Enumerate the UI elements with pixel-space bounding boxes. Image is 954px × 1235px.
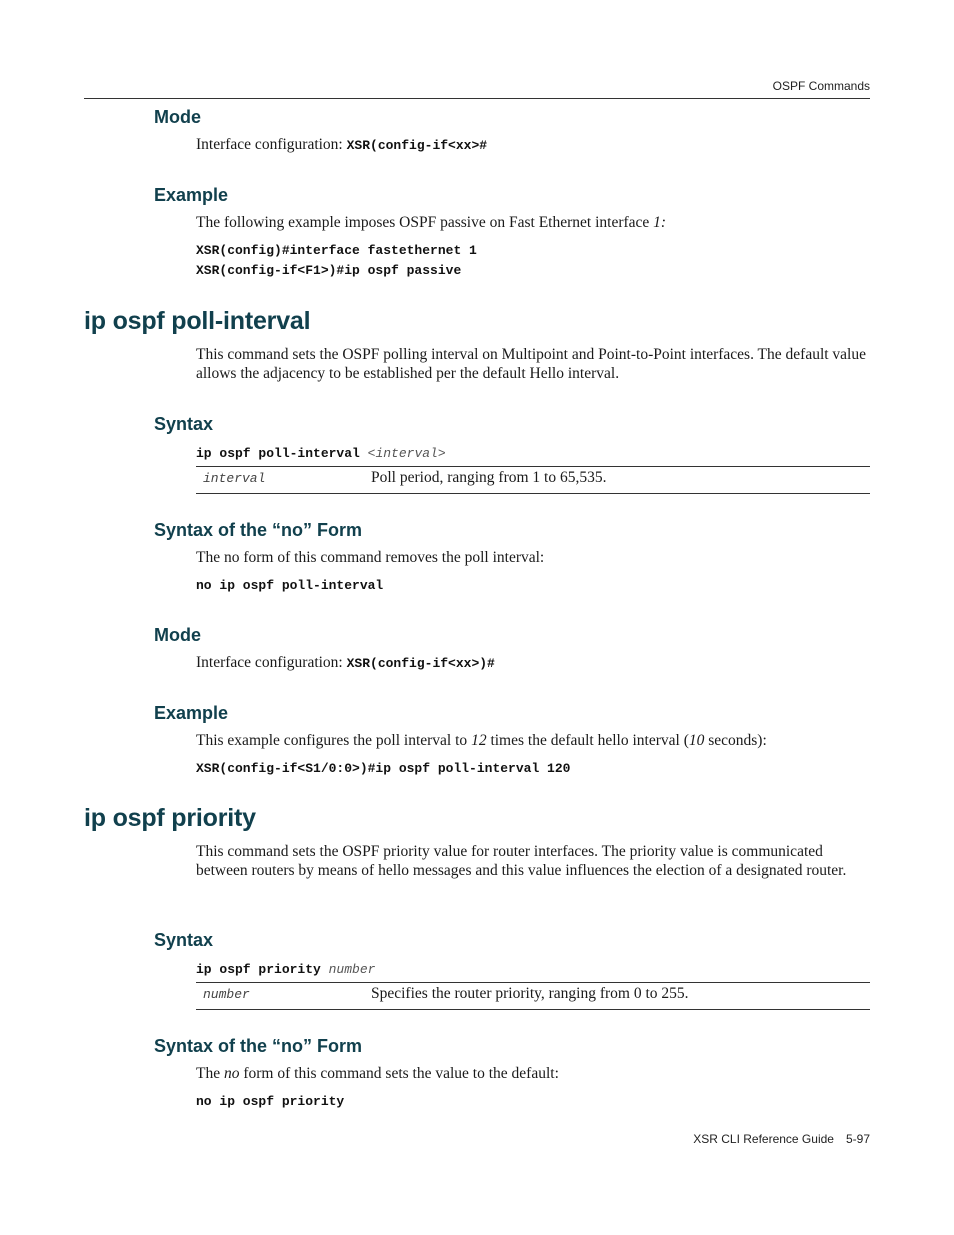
priority-no-form-text-part: The — [196, 1065, 224, 1082]
priority-no-form-heading: Syntax of the “no” Form — [154, 1036, 363, 1056]
poll-example-text-part: This example configures the poll interval to — [196, 732, 472, 749]
poll-param-table-bottom-rule — [196, 493, 870, 494]
poll-no-form-text: The no form of this command removes the poll interval: — [196, 549, 545, 566]
command-title-priority: ip ospf priority — [84, 804, 256, 832]
example-text-italic: 1: — [653, 214, 667, 231]
footer-guide-title: XSR CLI Reference Guide — [693, 1132, 834, 1146]
poll-example-code: XSR(config-if<S1/0:0>)#ip ospf poll-interval 120 — [196, 761, 571, 776]
priority-no-form-keyword: no — [223, 1065, 240, 1082]
priority-param-name: number — [203, 987, 250, 1002]
priority-no-form-code: no ip ospf priority — [196, 1094, 345, 1109]
poll-syntax-heading: Syntax — [154, 414, 214, 434]
example-text-main: The following example imposes OSPF passive on Fast Ethernet interface — [196, 214, 654, 231]
mode-heading: Mode — [154, 107, 201, 127]
poll-example-heading: Example — [154, 703, 229, 723]
priority-description: This command sets the OSPF priority value for router interfaces. The priority value is communicated between routers by means of hello messages and this value influences the election of a designated router. — [196, 843, 847, 879]
poll-example-text-part: times the default hello interval ( — [486, 732, 689, 749]
priority-syntax-command: ip ospf priority — [196, 962, 329, 977]
example-code-line: XSR(config)#interface fastethernet 1 — [196, 243, 477, 258]
poll-mode-label: Interface configuration: — [196, 654, 347, 671]
mode-label: Interface configuration: — [196, 136, 347, 153]
page-footer — [693, 1132, 870, 1146]
poll-syntax-command: ip ospf poll-interval — [196, 446, 368, 461]
priority-param-table-top-rule — [196, 982, 870, 983]
example-text — [196, 214, 666, 232]
poll-syntax-line — [196, 444, 446, 462]
poll-mode-heading: Mode — [154, 625, 201, 645]
priority-syntax-line — [196, 960, 375, 978]
poll-param-table-top-rule — [196, 466, 870, 467]
poll-mode-prompt-code: XSR(config-if<xx>)# — [346, 656, 495, 671]
mode-text — [196, 136, 487, 154]
poll-mode-text — [196, 654, 495, 672]
poll-no-form-code: no ip ospf poll-interval — [196, 578, 384, 593]
poll-interval-description: This command sets the OSPF polling interval on Multipoint and Point-to-Point interfaces. The default value allows the adjacency to be established per the default Hello interval. — [196, 346, 866, 382]
poll-param-description: Poll period, ranging from 1 to 65,535. — [371, 469, 607, 486]
priority-param-table-bottom-rule — [196, 1009, 870, 1010]
command-title-poll-interval: ip ospf poll-interval — [84, 307, 311, 335]
priority-no-form-text — [196, 1065, 559, 1083]
poll-param-name: interval — [203, 471, 266, 486]
poll-example-text — [196, 732, 767, 750]
mode-prompt-code: XSR(config-if<xx># — [346, 138, 488, 153]
example-heading: Example — [154, 185, 229, 205]
priority-param-description: Specifies the router priority, ranging from 0 to 255. — [371, 985, 689, 1002]
priority-syntax-heading: Syntax — [154, 930, 214, 950]
footer-page-number: 5-97 — [845, 1132, 870, 1146]
example-code-line: XSR(config-if<F1>)#ip ospf passive — [196, 263, 462, 278]
poll-syntax-argument: <interval> — [367, 446, 446, 461]
running-header: OSPF Commands — [772, 79, 870, 93]
poll-no-form-heading: Syntax of the “no” Form — [154, 520, 363, 540]
poll-example-value-10: 10 — [688, 732, 705, 749]
header-rule — [84, 98, 870, 99]
priority-no-form-text-part: form of this command sets the value to the default: — [239, 1065, 559, 1082]
poll-example-value-12: 12 — [471, 732, 487, 749]
poll-example-text-part: seconds): — [704, 732, 767, 749]
priority-syntax-argument: number — [328, 962, 376, 977]
